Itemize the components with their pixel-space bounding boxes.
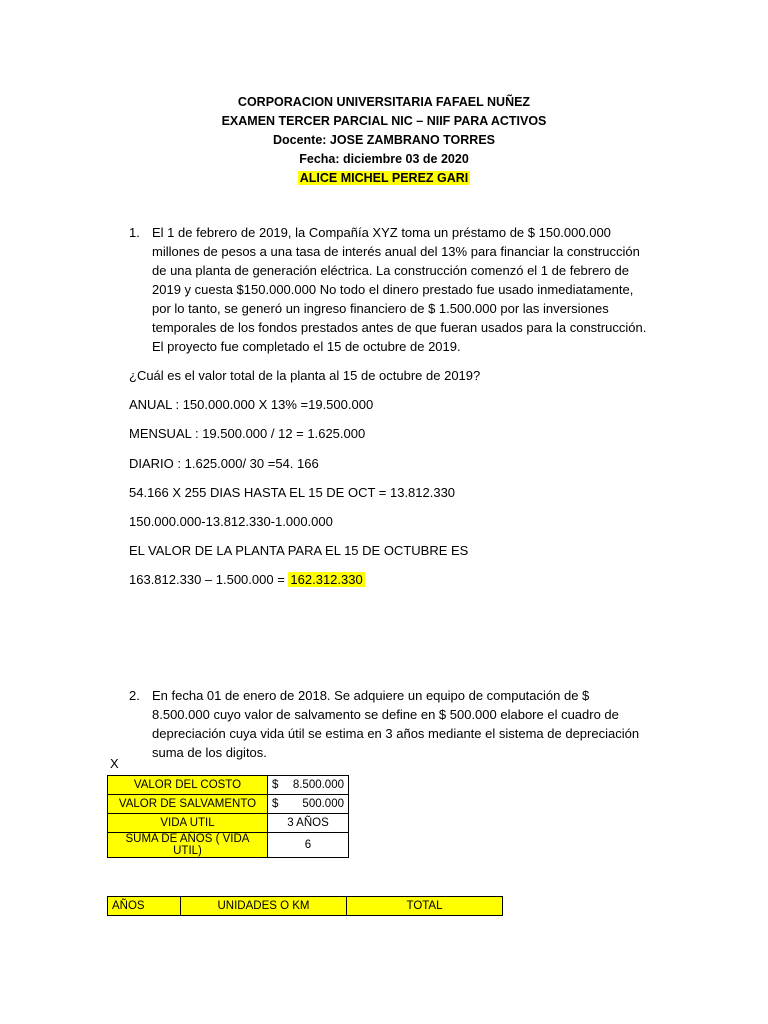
calc-daily: DIARIO : 1.625.000/ 30 =54. 166 <box>129 456 319 471</box>
value-text: 500.000 <box>302 798 344 810</box>
asset-data-table <box>107 775 349 858</box>
student-name-row <box>0 169 768 188</box>
calc-days: 54.166 X 255 DIAS HASTA EL 15 DE OCT = 13.812.330 <box>129 485 456 500</box>
value-text: 8.500.000 <box>292 779 344 791</box>
question-1 <box>129 223 649 356</box>
currency-symbol: $ <box>272 779 279 791</box>
date-line: Fecha: diciembre 03 de 2020 <box>299 152 469 166</box>
table-row <box>108 776 349 795</box>
x-mark: X <box>110 756 119 771</box>
table-row <box>108 833 349 858</box>
table-header-row <box>108 897 503 916</box>
table-label-cell: VALOR DEL COSTO <box>108 776 268 795</box>
header-total: TOTAL <box>347 897 503 916</box>
table-label-cell: VALOR DE SALVAMENTO <box>108 795 268 814</box>
table-value-cell <box>268 795 349 814</box>
question-1-number: 1. <box>129 225 140 240</box>
question-2-number: 2. <box>129 688 140 703</box>
table-row <box>108 795 349 814</box>
table-label-cell: SUMA DE AÑOS ( VIDA UTIL) <box>108 833 268 858</box>
table-label-cell: VIDA UTIL <box>108 814 268 833</box>
calc-final-expression: 163.812.330 – 1.500.000 = <box>129 572 289 587</box>
institution-title: CORPORACION UNIVERSITARIA FAFAEL NUÑEZ <box>237 95 531 109</box>
exam-title: EXAMEN TERCER PARCIAL NIC – NIIF PARA ACTIVOS <box>221 114 547 128</box>
calc-annual: ANUAL : 150.000.000 X 13% =19.500.000 <box>129 397 374 412</box>
question-1-prompt: ¿Cuál es el valor total de la planta al 15 de octubre de 2019? <box>129 368 481 383</box>
header-units: UNIDADES O KM <box>181 897 347 916</box>
header-years: AÑOS <box>108 897 181 916</box>
calc-monthly: MENSUAL : 19.500.000 / 12 = 1.625.000 <box>129 426 366 441</box>
currency-symbol: $ <box>272 798 279 810</box>
calc-subtraction: 150.000.000-13.812.330-1.000.000 <box>129 514 333 529</box>
table-row <box>108 814 349 833</box>
calc-final-result: 162.312.330 <box>290 572 363 587</box>
question-1-text: El 1 de febrero de 2019, la Compañía XYZ toma un préstamo de $ 150.000.000 millones de pesos a una tasa de interés anual del 13% para financiar la construcción de una planta de generación eléctrica. La construcción comenzó el 1 de febrero de 2019 y cuesta $150.000.000 No todo el dinero prestado fue usado inmediatamente, por lo tanto, se generó un ingreso financiero de $ 1.500.000 por las inversiones temporales de los fondos prestados antes de que fueran usados para la construcción. El proyecto fue completado el 15 de octubre de 2019. <box>152 225 647 354</box>
table-value-cell <box>268 776 349 795</box>
calc-statement: EL VALOR DE LA PLANTA PARA EL 15 DE OCTUBRE ES <box>129 543 469 558</box>
table-value-cell: 3 AÑOS <box>268 814 349 833</box>
question-2 <box>129 686 649 762</box>
question-2-text: En fecha 01 de enero de 2018. Se adquiere un equipo de computación de $ 8.500.000 cuyo valor de salvamento se define en $ 500.000 elabore el cuadro de depreciación cuya vida útil se estima en 3 años mediante el sistema de depreciación suma de los digitos. <box>152 688 640 760</box>
teacher-line: Docente: JOSE ZAMBRANO TORRES <box>272 133 495 147</box>
student-name: ALICE MICHEL PEREZ GARI <box>299 171 469 185</box>
depreciation-table <box>107 896 503 916</box>
calc-final-line <box>129 570 365 589</box>
table-value-cell: 6 <box>268 833 349 858</box>
